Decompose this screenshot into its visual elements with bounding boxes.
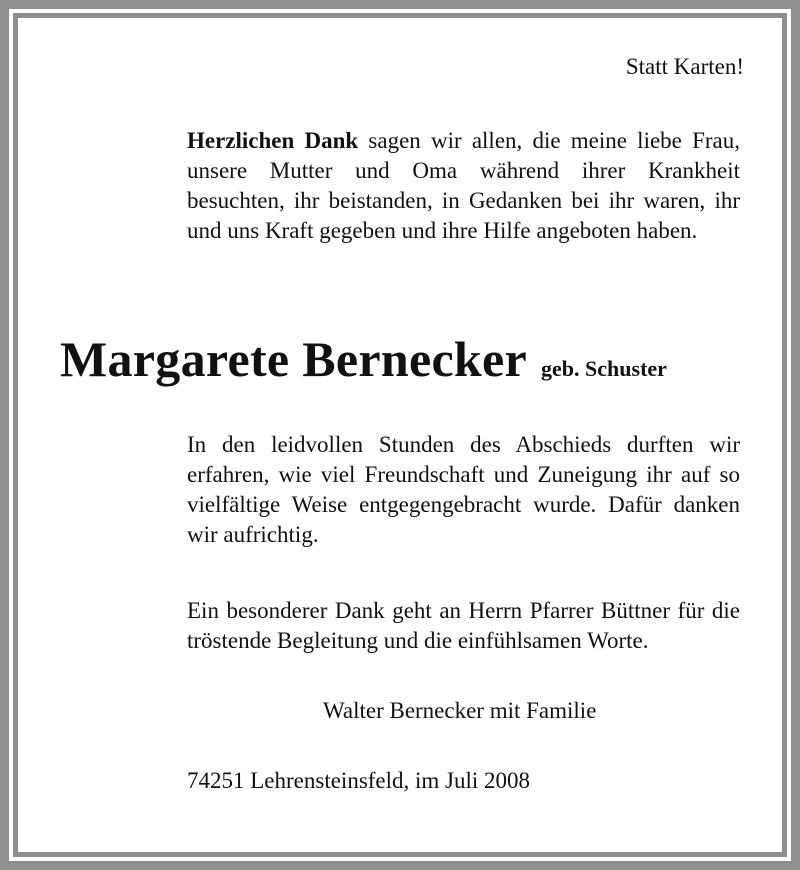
deceased-name: Margarete Bernecker: [60, 331, 528, 387]
thanks-lead: Herzlichen Dank: [187, 128, 359, 153]
thanks-text: sagen wir allen, die meine liebe Frau, unsere Mutter und Oma während ihrer Krankheit besuchten, ihr beistanden, in Gedanken bei ihr waren, ihr und uns Kraft gegeben und ihre Hilfe angeboten haben.: [187, 128, 740, 243]
maiden-name: geb. Schuster: [541, 356, 667, 381]
deceased-name-line: [60, 330, 667, 388]
frame-border: [13, 13, 787, 857]
pastor-thanks-paragraph: Ein besonderer Dank geht an Herrn Pfarrer Büttner für die tröstende Begleitung und die einfühlsamen Worte.: [187, 598, 740, 653]
notice-content: [18, 18, 782, 852]
place-date: 74251 Lehrensteinsfeld, im Juli 2008: [187, 768, 531, 793]
signature: Walter Bernecker mit Familie: [323, 698, 597, 723]
farewell-paragraph: In den leidvollen Stunden des Abschieds durften wir erfahren, wie viel Freundschaft und Zuneigung ihr auf so vielfältige Weise entgegengebracht wurde. Dafür danken wir aufrichtig.: [187, 432, 740, 547]
frame-inner: [9, 9, 791, 861]
header-note: Statt Karten!: [625, 54, 744, 79]
thanks-paragraph: [187, 126, 740, 246]
